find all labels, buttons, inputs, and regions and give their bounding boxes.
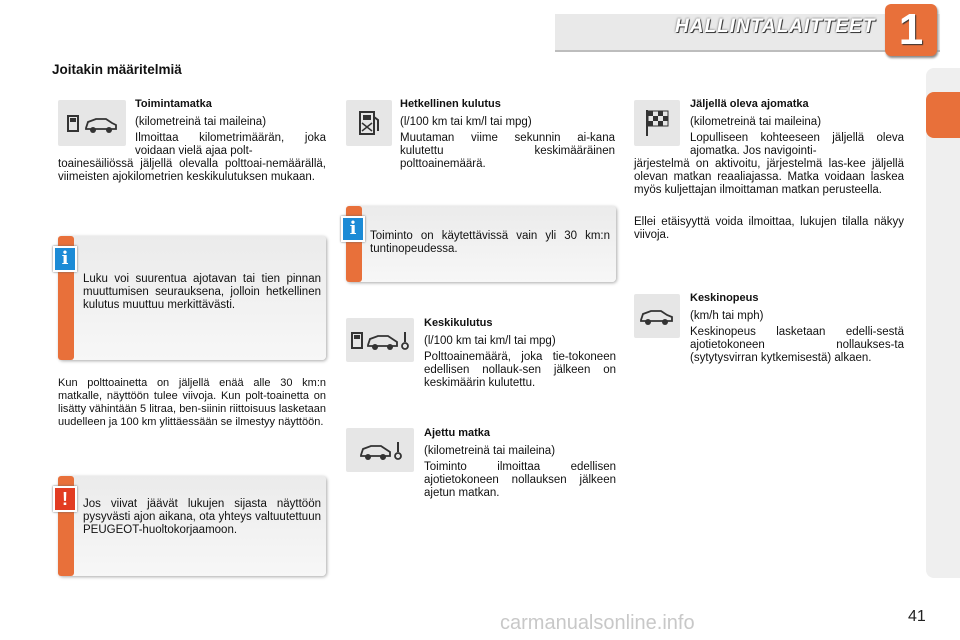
- fuel-car-reset-icon: [346, 318, 414, 362]
- desc-trip-range-rest: toainesäiliössä jäljellä olevalla polttoai-nemäärällä, viimeisten ajokilometrien keskikulutuksen mukaan.: [58, 158, 326, 183]
- unit-distance-travelled: (kilometreinä tai maileina): [424, 445, 556, 457]
- info-icon: i: [53, 246, 77, 272]
- unit-current-consumption: (l/100 km tai km/l tai mpg): [400, 116, 532, 128]
- desc-remaining-distance-rest: järjestelmä on aktivoitu, järjestelmä las-kee jäljellä olevan matkan reaaliajassa. Matka voidaan laskea myös kuljettajan ilmoittaman matkan perusteella.: [634, 158, 904, 196]
- chapter-title: HALLINTALAITTEET: [675, 16, 876, 37]
- desc-distance-travelled: Toiminto ilmoittaa edellisen ajotietokoneen nollauksen jälkeen ajetun matkan.: [424, 461, 616, 499]
- section-title: Joitakin määritelmiä: [52, 62, 182, 77]
- warning-note-text: Jos viivat jäävät lukujen sijasta näyttöön pysyvästi ajon aikana, ota yhteys valtuutettuun PEUGEOT-huoltokorjaamoon.: [83, 498, 321, 536]
- desc-trip-range-first: Ilmoittaa kilometrimäärän, joka voidaan vielä ajaa polt-: [135, 132, 326, 157]
- desc-current-consumption: Muutaman viime sekunnin ai-kana kulutettu keskimääräinen polttoainemäärä.: [400, 132, 615, 170]
- info-note-speed-text: Toiminto on käytettävissä vain yli 30 km:n tuntinopeudessa.: [370, 230, 610, 255]
- term-current-consumption: Hetkellinen kulutus: [400, 98, 501, 110]
- info-note-range-text: Luku voi suurentua ajotavan tai tien pinnan muuttumisen seurauksena, jolloin hetkellinen kulutus muuttuu merkittävästi.: [83, 273, 321, 311]
- watermark: carmanualsonline.info: [500, 612, 695, 634]
- fuel-pump-icon: [346, 100, 392, 146]
- side-tab-active[interactable]: [926, 92, 960, 138]
- unit-trip-range: (kilometreinä tai maileina): [135, 116, 267, 128]
- term-trip-range: Toimintamatka: [135, 98, 212, 110]
- page-number: 41: [908, 608, 926, 625]
- fuel-car-icon: [58, 100, 126, 146]
- desc-remaining-distance-note: Ellei etäisyyttä voida ilmoittaa, lukujen tilalla näkyy viivoja.: [634, 216, 904, 241]
- unit-average-consumption: (l/100 km tai km/l tai mpg): [424, 335, 556, 347]
- car-reset-icon: [346, 428, 414, 472]
- unit-remaining-distance: (kilometreinä tai maileina): [690, 116, 822, 128]
- car-icon: [634, 294, 680, 338]
- desc-remaining-distance-first: Lopulliseen kohteeseen jäljellä oleva ajomatka. Jos navigointi-: [690, 132, 904, 157]
- term-average-speed: Keskinopeus: [690, 292, 759, 304]
- side-tab-strip: [926, 68, 960, 578]
- info-icon: i: [341, 216, 365, 242]
- term-average-consumption: Keskikulutus: [424, 317, 493, 329]
- range-paragraph: Kun polttoainetta on jäljellä enää alle 30 km:n matkalle, näyttöön tulee viivoja. Kun polt-toainetta on lisätty vähintään 5 litraa, ben-siinin riittoisuus lasketaan uudelleen ja 100 km ylittäessään se ilmestyy näyttöön.: [58, 377, 326, 428]
- warning-icon: !: [53, 486, 77, 512]
- unit-average-speed: (km/h tai mph): [690, 310, 764, 322]
- checkered-flag-icon: [634, 100, 680, 146]
- term-remaining-distance: Jäljellä oleva ajomatka: [690, 98, 809, 110]
- term-distance-travelled: Ajettu matka: [424, 427, 491, 439]
- chapter-number: 1: [898, 5, 924, 54]
- desc-average-speed: Keskinopeus lasketaan edelli-sestä ajotietokoneen nollaukses-ta (sytytysvirran kytkemisestä) alkaen.: [690, 326, 904, 364]
- desc-average-consumption: Polttoainemäärä, joka tie-tokoneen edellisen nollauk-sen jälkeen on keskimäärin kulutettu.: [424, 351, 616, 389]
